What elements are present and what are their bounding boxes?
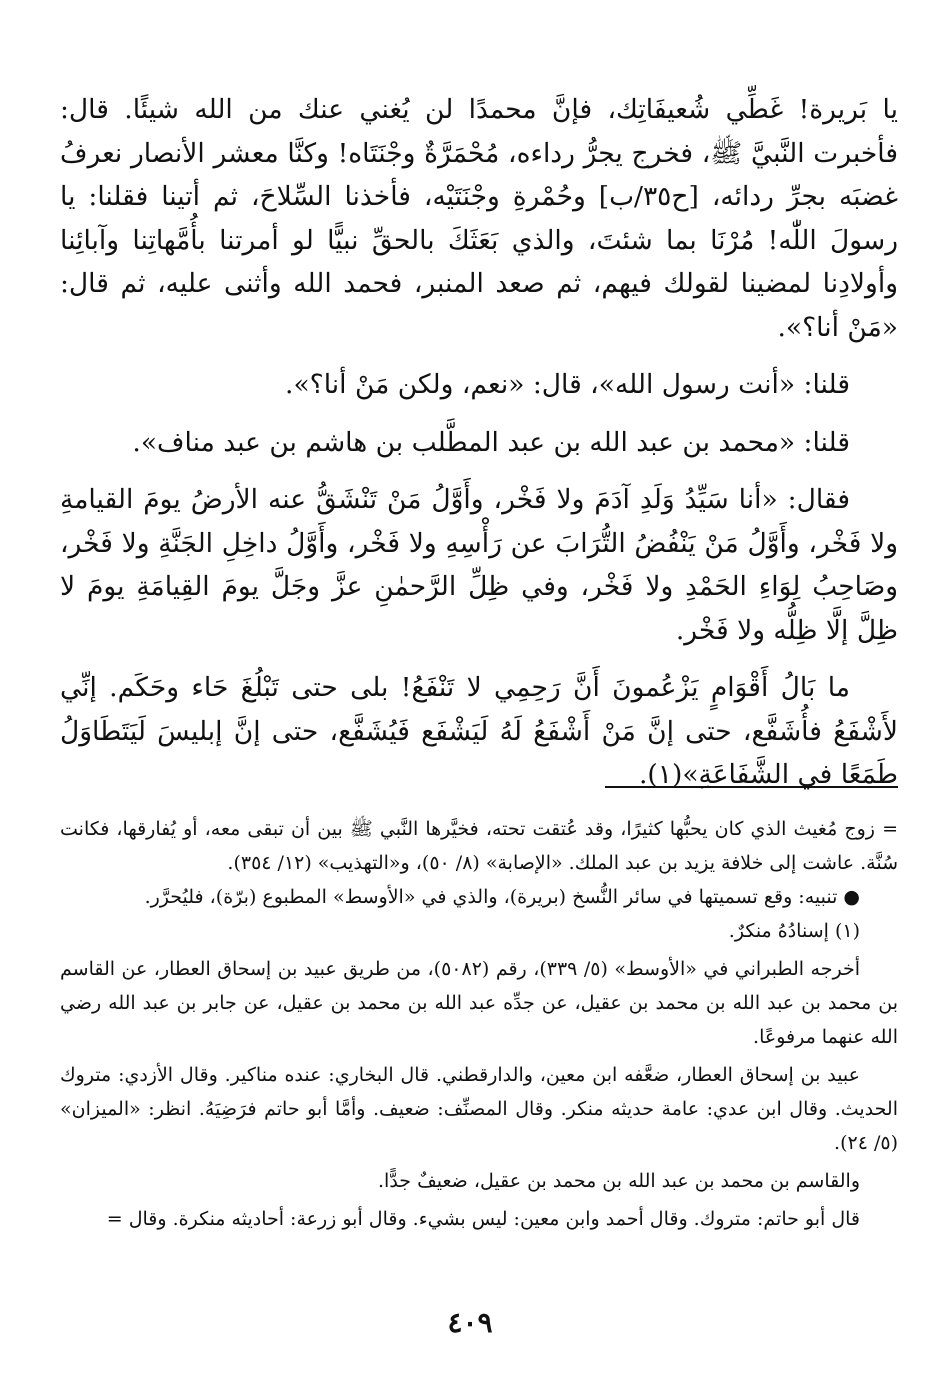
footnote-divider (605, 786, 898, 788)
main-text (60, 88, 898, 797)
footnote-1-narrator-2-detail: قال أبو حاتم: متروك. وقال أحمد وابن معين: ليس بشيء. وقال أبو زرعة: أحاديثه منكرة. وقال = (106, 1208, 860, 1230)
footnote-1-narrator-2: والقاسم بن محمد بن عبد الله بن محمد بن عقيل، ضعيفٌ جدًّا. (378, 1170, 860, 1192)
main-paragraph-3: قلنا: «محمد بن عبد الله بن عبد المطَّلب بن هاشم بن عبد مناف». (132, 426, 850, 458)
footnotes-block (60, 812, 898, 1236)
main-paragraph-2: قلنا: «أنت رسول الله»، قال: «نعم، ولكن مَنْ أنا؟». (285, 369, 850, 400)
main-paragraph-5: ما بَالُ أَقْوَامٍ يَزْعُمونَ أَنَّ رَحِمِي لا تَنْفَعُ! بلى حتى تَبْلُغَ حَاء وحَكَم. إنِّي لأَشْفَعُ فأُشَفَّع، حتى إنَّ مَنْ أَشْفَعُ لَهُ لَيَشْفَع فَيُشَفَّع، حتى إنَّ إبليسَ لَيَتَطَاوَلُ طَمَعًا في الشَّفَاعَةِ»(١). (60, 672, 898, 790)
main-paragraph-1: يا بَريرة! غَطِّي شُعيفَاتِك، فإنَّ محمدًا لن يُغني عنك من الله شيئًا. قال: فأخبرت النَّبيَّ ﷺ، فخرج يجرُّ رداءه، مُحْمَرَّةٌ وجْنَتَاه! وكنَّا معشر الأنصار نعرفُ غضبَه بجرِّ ردائه، [ح٣٥/ب] وحُمْرةِ وجْنَتَيْه، فأخذنا السِّلاحَ، ثم أتينا فقلنا: يا رسولَ اللّٰه! مُرْنَا بما شئتَ، والذي بَعَثَكَ بالحقِّ نبيًّا لو أمرتنا بأُمَّهاتِنا وآبائِنا وأولادِنا لمضينا لقولك فيهم، ثم صعد المنبر، فحمد الله وأثنى عليه، ثم قال: «مَنْ أنا؟». (60, 94, 898, 343)
footnote-1-heading: (١) إسنادُهُ منكرٌ. (728, 920, 860, 942)
page-number: ٤٠٩ (447, 1306, 493, 1339)
footnote-1-narrator-1: عبيد بن إسحاق العطار، ضعَّفه ابن معين، والدارقطني. قال البخاري: عنده مناكير. وقال الأزدي: متروك الحديث. وقال ابن عدي: عامة حديثه منكر. وقال المصنِّف: ضعيف. وأمَّا أبو حاتم فرَضِيَهُ. انظر: «الميزان» (٥/ ٢٤). (60, 1064, 898, 1154)
footnote-1-source: أخرجه الطبراني في «الأوسط» (٥/ ٣٣٩)، رقم (٥٠٨٢)، من طريق عبيد بن إسحاق العطار، عن القاسم بن محمد بن عبد الله بن محمد بن عقيل، عن جدِّه عبد الله بن محمد بن عقيل، عن جابر بن عبد الله رضي الله عنهما مرفوعًا. (60, 958, 898, 1048)
footnote-note: ● تنبيه: وقع تسميتها في سائر النُّسخ (بريرة)، والذي في «الأوسط» المطبوع (برّة)، فليُحرَّر. (144, 886, 860, 908)
main-text-block (60, 88, 898, 797)
main-paragraph-4: فقال: «أنا سَيِّدُ وَلَدِ آدَمَ ولا فَخْر، وأَوَّلُ مَنْ تَنْشَقُّ عنه الأرضُ يومَ القيامةِ ولا فَخْر، وأَوَّلُ مَنْ يَنْفُضُ التُّرَابَ عن رَأْسِهِ ولا فَخْر، وأَوَّلُ داخِلِ الجَنَّةِ ولا فَخْر، وصَاحِبُ لِوَاءِ الحَمْدِ ولا فَخْر، وفي ظِلِّ الرَّحمٰنِ عزَّ وجَلَّ يومَ القِيامَةِ يومَ لا ظِلَّ إلَّا ظِلُّه ولا فَخْر. (60, 484, 898, 646)
footnote-continuation: = زوج مُغيث الذي كان يحبُّها كثيرًا، وقد عُتقت تحته، فخيَّرها النَّبي ﷺ بين أن تبقى معه، أو يُفارقها، فكانت سُنَّة. عاشت إلى خلافة يزيد بن عبد الملك. «الإصابة» (٨/ ٥٠)، و«التهذيب» (١٢/ ٣٥٤). (60, 818, 898, 874)
